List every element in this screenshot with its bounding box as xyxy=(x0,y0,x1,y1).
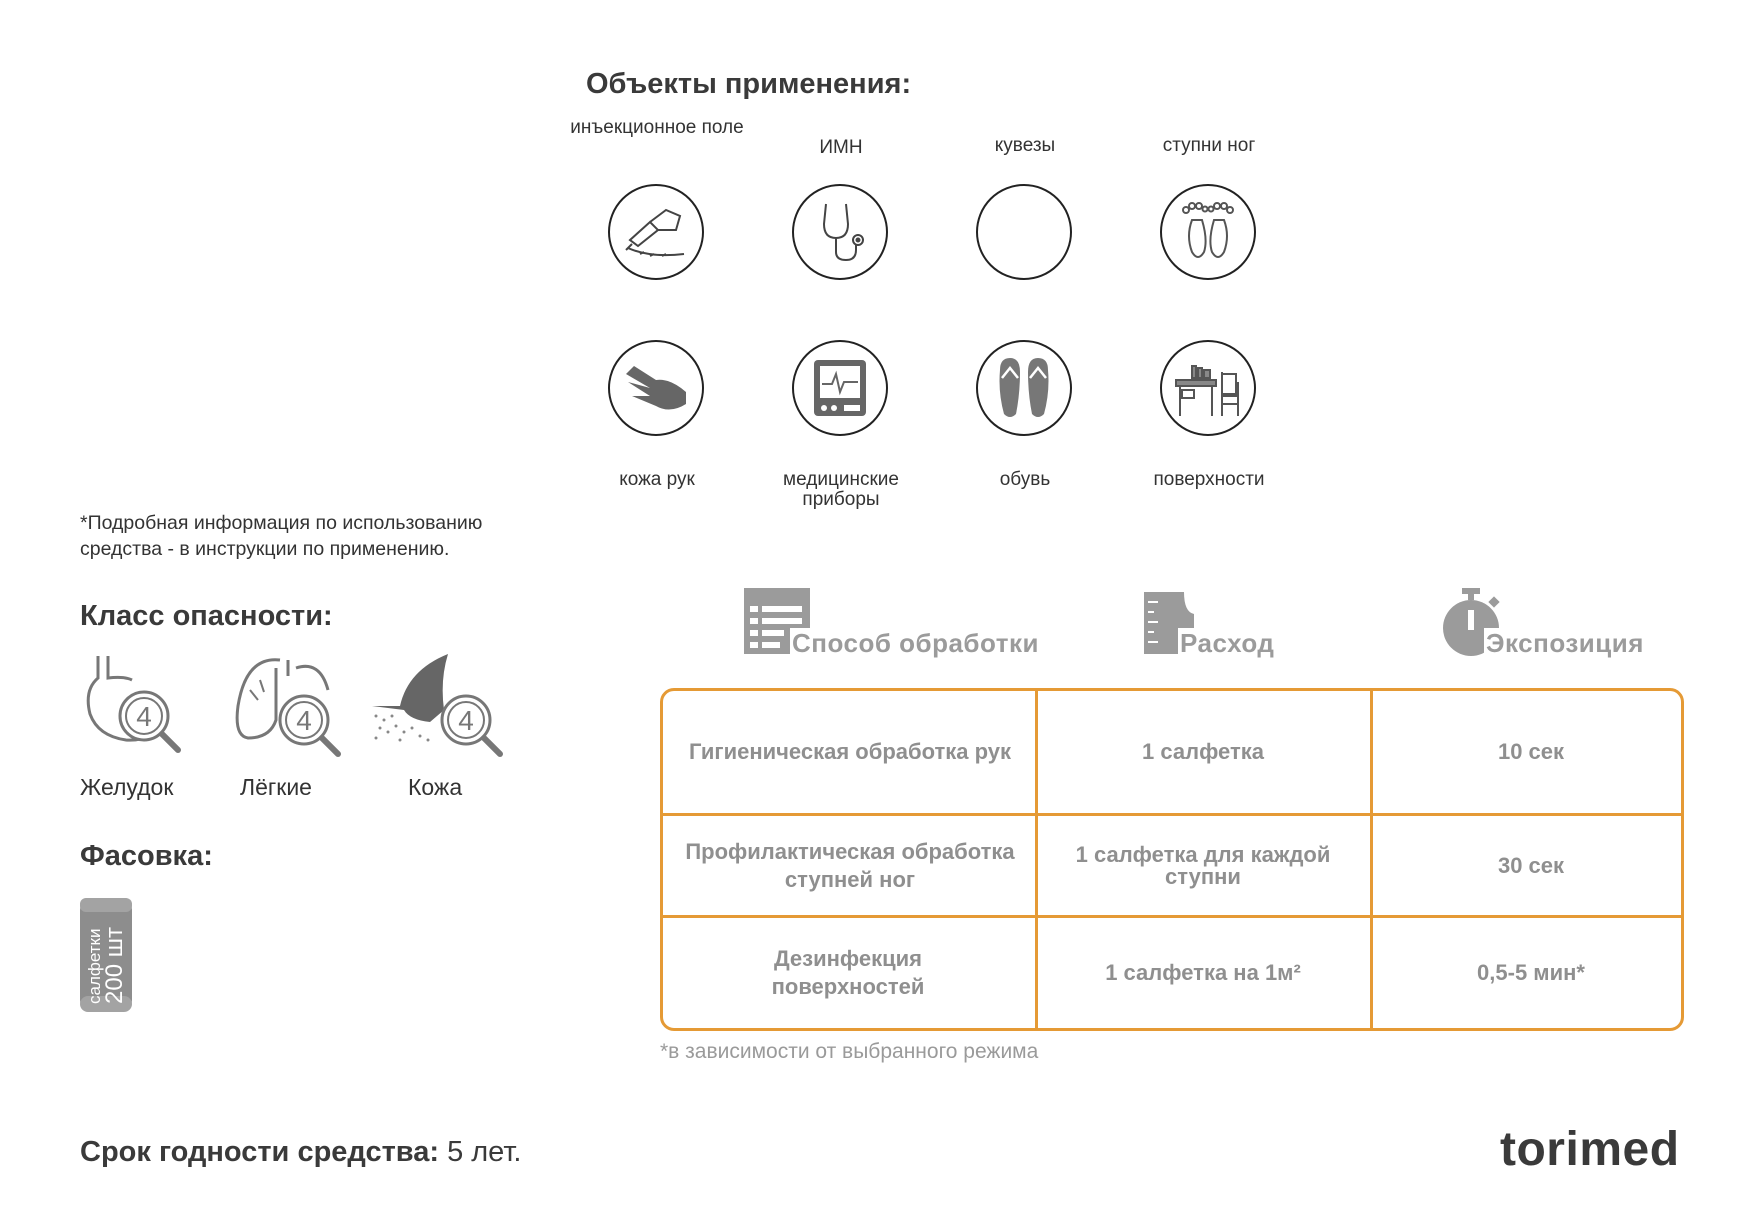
skin-icon xyxy=(370,650,510,760)
lungs-icon xyxy=(230,650,348,760)
hazard-label: Лёгкие xyxy=(240,774,312,800)
packing-line2: 200 шт xyxy=(101,927,128,1004)
packing-line1: салфетки xyxy=(85,928,104,1004)
hazard-class-number: 4 xyxy=(458,705,474,736)
cell-exposure: 30 сек xyxy=(1497,852,1565,878)
object-label: инъекционное поле xyxy=(570,117,744,138)
object-label: медицинские приборы xyxy=(783,469,899,510)
hazard-skin xyxy=(370,650,510,800)
wipes-canister-icon xyxy=(78,896,134,1014)
object-label: ИМН xyxy=(819,137,863,158)
brand-logo: torimed xyxy=(1500,1123,1680,1176)
stethoscope-icon xyxy=(792,184,888,280)
shelf-life-label: Срок годности средства: xyxy=(80,1136,440,1168)
usage-note: *Подробная информация по использованию средства - в инструкции по применению. xyxy=(80,512,483,560)
treatment-table xyxy=(660,688,1684,1031)
hazard-title: Класс опасности: xyxy=(80,600,333,632)
hazard-label: Желудок xyxy=(80,774,174,800)
cell-usage: 1 салфетка xyxy=(1142,739,1264,764)
object-label: кожа рук xyxy=(619,469,695,490)
flip-flops-icon xyxy=(976,340,1072,436)
header-exposure: Экспозиция xyxy=(1486,628,1644,658)
header-method: Способ обработки xyxy=(792,628,1039,658)
cell-usage: 1 салфетка на 1м² xyxy=(1105,960,1301,985)
hazard-label: Кожа xyxy=(408,774,463,800)
object-label: кувезы xyxy=(994,135,1056,156)
incubator-icon xyxy=(976,184,1072,280)
cell-method: Гигиеническая обработка рук xyxy=(688,739,1012,764)
hazard-class-number: 4 xyxy=(296,705,312,736)
table-row xyxy=(663,918,1681,1028)
cell-exposure: 0,5-5 мин* xyxy=(1477,960,1585,985)
cell-usage: 1 салфетка для каждой ступни xyxy=(1075,841,1331,889)
hazard-class-number: 4 xyxy=(136,701,152,732)
cell-method: Профилактическая обработка ступней ног xyxy=(685,838,1015,892)
object-label: ступни ног xyxy=(1162,135,1256,156)
cell-method: Дезинфекция поверхностей xyxy=(771,946,925,999)
cell-exposure: 10 сек xyxy=(1497,739,1565,764)
stomach-icon xyxy=(80,650,190,760)
feet-icon xyxy=(1160,184,1256,280)
furniture-icon xyxy=(1160,340,1256,436)
shelf-life xyxy=(80,1136,521,1169)
hazard-lungs xyxy=(230,650,348,800)
medical-monitor-icon xyxy=(792,340,888,436)
table-footnote: *в зависимости от выбранного режима xyxy=(660,1040,1039,1063)
shelf-life-value: 5 лет. xyxy=(447,1136,522,1168)
hazard-stomach xyxy=(80,650,190,800)
objects-title: Объекты применения: xyxy=(586,68,912,100)
table-row xyxy=(663,691,1681,813)
object-label: обувь xyxy=(999,469,1051,490)
table-row xyxy=(663,816,1681,915)
injection-icon xyxy=(608,184,704,280)
packing-title: Фасовка: xyxy=(80,840,213,872)
header-usage: Расход xyxy=(1180,628,1275,658)
hand-icon xyxy=(608,340,704,436)
object-label: поверхности xyxy=(1153,469,1265,490)
